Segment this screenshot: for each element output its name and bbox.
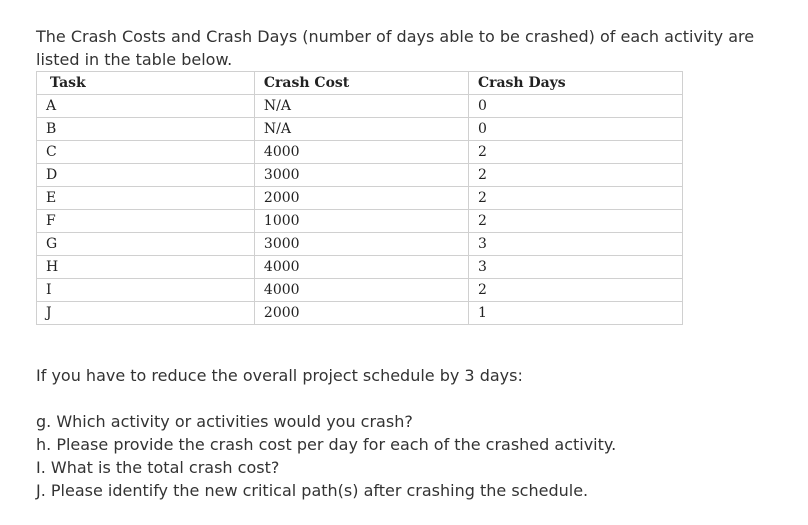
cell-crash-days: 0 <box>468 118 682 141</box>
cell-task: E <box>37 187 255 210</box>
table-row <box>37 118 683 141</box>
cell-crash-cost: 2000 <box>254 187 468 210</box>
cell-task: A <box>37 95 255 118</box>
cell-crash-cost: 1000 <box>254 210 468 233</box>
cell-task: F <box>37 210 255 233</box>
cell-crash-cost: 4000 <box>254 141 468 164</box>
cell-task: B <box>37 118 255 141</box>
crash-table <box>36 71 683 325</box>
table-row <box>37 279 683 302</box>
table-row <box>37 256 683 279</box>
header-task: Task <box>37 72 255 95</box>
cell-crash-cost: N/A <box>254 118 468 141</box>
table-header-row <box>37 72 683 95</box>
cell-task: G <box>37 233 255 256</box>
table-row <box>37 141 683 164</box>
cell-crash-days: 2 <box>468 141 682 164</box>
cell-crash-cost: 4000 <box>254 256 468 279</box>
prompt-text: If you have to reduce the overall project schedule by 3 days: <box>36 366 523 385</box>
cell-crash-days: 2 <box>468 279 682 302</box>
table-row <box>37 302 683 325</box>
cell-crash-days: 2 <box>468 164 682 187</box>
table-row <box>37 95 683 118</box>
cell-crash-cost: 3000 <box>254 233 468 256</box>
header-crash-cost: Crash Cost <box>254 72 468 95</box>
cell-task: C <box>37 141 255 164</box>
question-i: I. What is the total crash cost? <box>36 458 280 477</box>
header-crash-days: Crash Days <box>468 72 682 95</box>
cell-task: I <box>37 279 255 302</box>
intro-paragraph: The Crash Costs and Crash Days (number of days able to be crashed) of each activity are listed in the table below. <box>36 27 755 69</box>
question-h: h. Please provide the crash cost per day for each of the crashed activity. <box>36 435 617 454</box>
cell-task: H <box>37 256 255 279</box>
cell-crash-cost: 3000 <box>254 164 468 187</box>
cell-task: D <box>37 164 255 187</box>
cell-crash-cost: 2000 <box>254 302 468 325</box>
question-g: g. Which activity or activities would you crash? <box>36 412 413 431</box>
cell-task: J <box>37 302 255 325</box>
table-row <box>37 210 683 233</box>
question-block <box>36 364 796 502</box>
cell-crash-cost: N/A <box>254 95 468 118</box>
cell-crash-days: 2 <box>468 210 682 233</box>
table-row <box>37 187 683 210</box>
table-row <box>37 233 683 256</box>
table-row <box>37 164 683 187</box>
cell-crash-days: 3 <box>468 233 682 256</box>
cell-crash-days: 0 <box>468 95 682 118</box>
cell-crash-days: 2 <box>468 187 682 210</box>
cell-crash-days: 3 <box>468 256 682 279</box>
question-j: J. Please identify the new critical path(s) after crashing the schedule. <box>36 481 589 500</box>
cell-crash-cost: 4000 <box>254 279 468 302</box>
cell-crash-days: 1 <box>468 302 682 325</box>
